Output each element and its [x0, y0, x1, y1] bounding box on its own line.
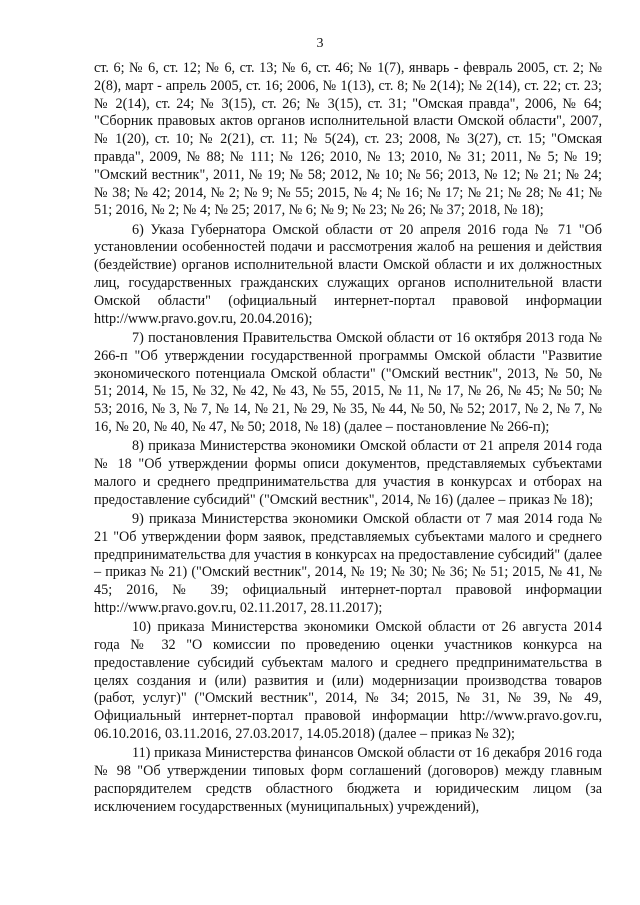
paragraph-item-11: 11) приказа Министерства финансов Омской области от 16 декабря 2016 года № 98 "Об утверждении типовых форм соглашений (договоров) между главным распорядителем средств областного бюджета и юридическим лицом (за исключением государственных (муниципальных) учреждений),	[94, 745, 602, 815]
paragraph-item-6: 6) Указа Губернатора Омской области от 20 апреля 2016 года № 71 "Об установлении особенностей подачи и рассмотрения жалоб на решения и действия (бездействие) органов исполнительной власти Омской области и их должностных лиц, государственных гражданских служащих органов исполнительной власти Омской области" (официальный интернет-портал правовой информации http://www.pravo.gov.ru, 20.04.2016);	[94, 221, 602, 327]
paragraph-item-9: 9) приказа Министерства экономики Омской области от 7 мая 2014 года № 21 "Об утверждении форм заявок, представляемых субъектами малого и среднего предпринимательства для участия в конкурсах на предоставление субсидий" (далее – приказ № 21) ("Омский вестник", 2014, № 19; № 30; № 36; № 51; 2015, № 41, № 45; 2016, № 39; официальный интернет-портал правовой информации http://www.pravo.gov.ru, 02.11.2017, 28.11.2017);	[94, 510, 602, 616]
page-number: 3	[316, 36, 324, 51]
paragraph-item-10: 10) приказа Министерства экономики Омской области от 26 августа 2014 года № 32 "О комиссии по проведению оценки участников конкурса на предоставление субсидий субъектам малого и среднего предпринимательства в целях создания и (или) развития и (или) модернизации производства товаров (работ, услуг)" ("Омский вестник", 2014, № 34; 2015, № 31, № 39, № 49, Официальный интернет-портал правовой информации http://www.pravo.gov.ru, 06.10.2016, 03.11.2016, 27.03.2017, 14.05.2018) (далее – приказ № 32);	[94, 619, 602, 742]
paragraph-item-8: 8) приказа Министерства экономики Омской области от 21 апреля 2014 года № 18 "Об утверждении формы описи документов, представляемых субъектами малого и среднего предпринимательства для участия в конкурсах и отборах на предоставление субсидий" ("Омский вестник", 2014, № 16) (далее – приказ № 18);	[94, 438, 602, 508]
document-body	[94, 60, 602, 818]
paragraph-continuation: ст. 6; № 6, ст. 12; № 6, ст. 13; № 6, ст. 46; № 1(7), январь - февраль 2005, ст. 2; № 2(8), март - апрель 2005, ст. 16; 2006, № 1(13), ст. 8; № 2(14); № 2(14), ст. 22; ст. 23; № 2(14), ст. 24; № 3(15), ст. 26; № 3(15), ст. 31; "Омская правда", 2006, № 64; "Сборник правовых актов органов исполнительной власти Омской области", 2007, № 1(20), ст. 10; № 2(21), ст. 11; № 5(24), ст. 23; 2008, № 3(27), ст. 15; "Омская правда", 2009, № 88; № 111; № 126; 2010, № 13; 2010, № 31; 2011, № 5; № 19; "Омский вестник", 2011, № 19; № 58; 2012, № 10; № 56; 2013, № 12; № 21; № 24; № 38; № 42; 2014, № 2; № 9; № 55; 2015, № 4; № 16; № 17; № 21; № 28; № 41; № 51; 2016, № 2; № 4; № 25; 2017, № 6; № 9; № 23; № 26; № 37; 2018, № 18);	[94, 60, 602, 219]
paragraph-item-7: 7) постановления Правительства Омской области от 16 октября 2013 года № 266-п "Об утверждении государственной программы Омской области "Развитие экономического потенциала Омской области" ("Омский вестник", 2013, № 50, № 51; 2014, № 15, № 32, № 42, № 43, № 55, 2015, № 11, № 17, № 26, № 45; № 50; № 53; 2016, № 3, № 7, № 14, № 21, № 29, № 35, № 44, № 50, № 52; 2017, № 2, № 7, № 16, № 20, № 40, № 47, № 50; 2018, № 18) (далее – постановление № 266-п);	[94, 329, 602, 435]
